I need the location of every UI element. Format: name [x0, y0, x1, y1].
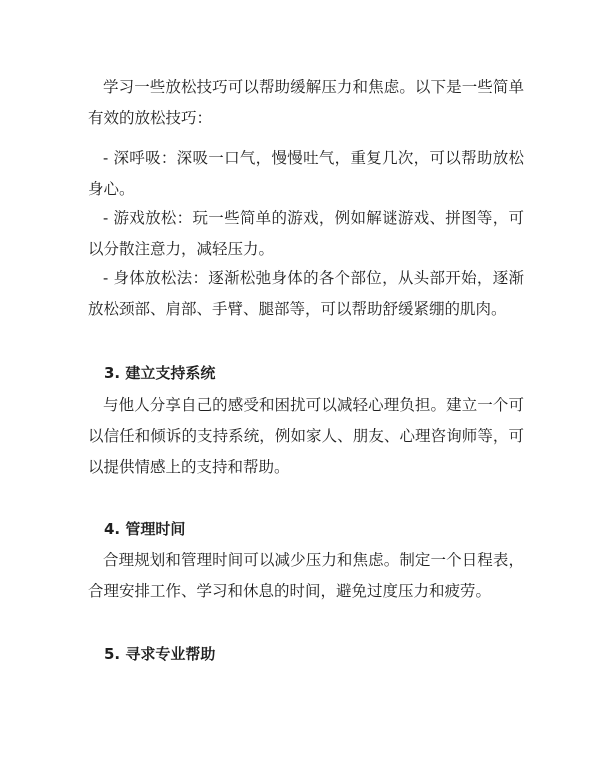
section-heading-professional-help: 5. 寻求专业帮助 [104, 645, 216, 663]
section-heading-time: 4. 管理时间 [104, 520, 186, 538]
section-body-support: 与他人分享自己的感受和困扰可以减轻心理负担。建立一个可以信任和倾诉的支持系统，例如家人、朋友、心理咨询师等，可以提供情感上的支持和帮助。 [88, 396, 524, 476]
intro-paragraph: 学习一些放松技巧可以帮助缓解压力和焦虑。以下是一些简单有效的放松技巧： [88, 78, 524, 127]
section-heading-support: 3. 建立支持系统 [104, 364, 216, 382]
bullet-deep-breathing: - 深呼吸：深吸一口气，慢慢吐气，重复几次，可以帮助放松身心。 [88, 149, 524, 198]
section-body-time: 合理规划和管理时间可以减少压力和焦虑。制定一个日程表，合理安排工作、学习和休息的时间，避免过度压力和疲劳。 [88, 551, 524, 600]
bullet-body-relax: - 身体放松法：逐渐松弛身体的各个部位，从头部开始，逐渐放松颈部、肩部、手臂、腿部等，可以帮助舒缓紧绷的肌肉。 [88, 269, 524, 318]
bullet-game-relax: - 游戏放松：玩一些简单的游戏，例如解谜游戏、拼图等，可以分散注意力，减轻压力。 [88, 209, 524, 258]
